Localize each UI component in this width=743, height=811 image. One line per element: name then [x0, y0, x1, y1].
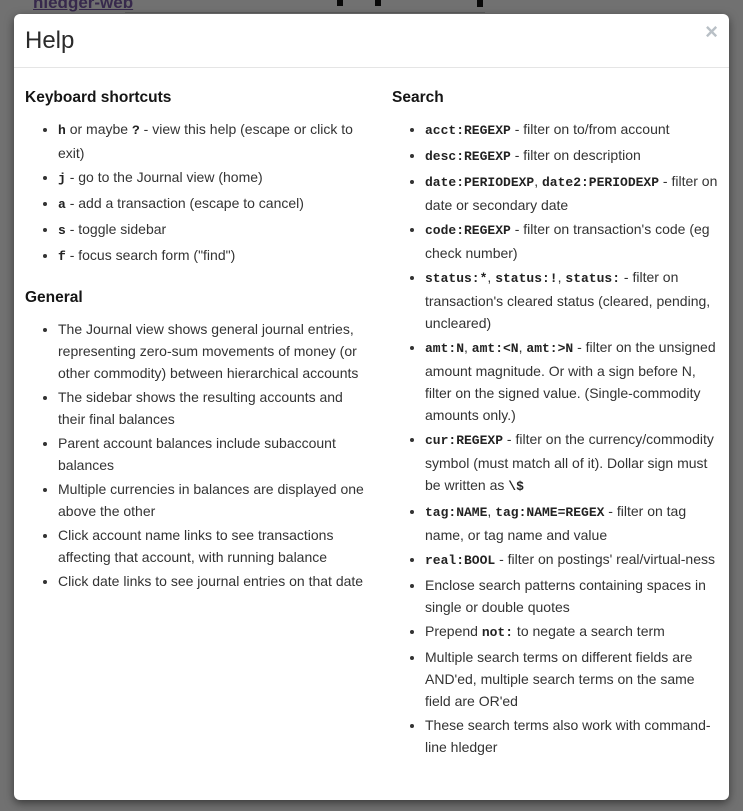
help-item: [58, 478, 369, 522]
help-item: [425, 170, 724, 216]
code-term: tag:NAME: [425, 505, 488, 520]
close-icon[interactable]: ×: [705, 19, 718, 44]
help-text: - filter on tag name, or tag name and value: [425, 503, 687, 543]
help-text: The sidebar shows the resulting accounts and their final balances: [58, 389, 343, 427]
help-item: [425, 218, 724, 264]
code-term: s: [58, 223, 66, 238]
code-term: tag:NAME=REGEX: [495, 505, 605, 520]
help-item: [58, 570, 369, 592]
help-item: [58, 524, 369, 568]
help-column-right: [377, 68, 729, 768]
help-item: [425, 574, 724, 618]
help-text: - view this help (escape or click to exit): [58, 121, 353, 161]
code-term: cur:REGEXP: [425, 433, 504, 448]
code-term: ?: [131, 123, 140, 138]
help-item: [425, 714, 724, 758]
code-term: j: [58, 171, 66, 186]
help-item: [425, 266, 724, 334]
section-heading: Keyboard shortcuts: [25, 89, 172, 106]
help-item: [58, 432, 369, 476]
help-text: ,: [557, 269, 566, 285]
code-term: desc:REGEXP: [425, 149, 511, 164]
help-item: [58, 192, 369, 216]
help-text: - filter on transaction's code (eg check number): [425, 221, 710, 261]
section-heading: General: [25, 289, 83, 306]
code-term: \$: [508, 479, 524, 494]
code-term: h: [58, 123, 66, 138]
help-text: - filter on description: [510, 147, 641, 163]
code-term: real:BOOL: [425, 553, 496, 568]
help-text: - filter on to/from account: [510, 121, 670, 137]
code-term: status:!: [495, 271, 558, 286]
help-text: Click account name links to see transactions affecting that account, with running balance: [58, 527, 334, 565]
help-text: Multiple search terms on different fields are AND'ed, multiple search terms on the same field are OR'ed: [425, 649, 695, 709]
code-term: f: [58, 249, 66, 264]
code-term: date2:PERIODEXP: [542, 175, 660, 190]
help-text: The Journal view shows general journal entries, representing zero-sum movements of money (or other commodity) between hierarchical accounts: [58, 321, 359, 381]
help-text: or maybe: [65, 121, 132, 137]
code-term: acct:REGEXP: [425, 123, 511, 138]
help-item: [58, 166, 369, 190]
help-list: [25, 318, 369, 592]
help-item: [58, 118, 369, 164]
help-text: ,: [534, 173, 542, 189]
help-item: [425, 620, 724, 644]
help-item: [425, 144, 724, 168]
help-text: - focus search form ("find"): [65, 247, 236, 263]
help-item: [425, 428, 724, 498]
code-term: amt:<N: [471, 341, 519, 356]
help-text: Enclose search patterns containing spaces in single or double quotes: [425, 577, 706, 615]
help-text: - filter on postings' real/virtual-ness: [495, 551, 715, 567]
help-text: Prepend: [425, 623, 482, 639]
help-text: ,: [518, 339, 527, 355]
help-item: [425, 336, 724, 426]
code-term: date:PERIODEXP: [425, 175, 535, 190]
help-item: [58, 244, 369, 268]
help-text: ,: [464, 339, 472, 355]
help-text: - filter on the unsigned amount magnitude. Or with a sign before N, filter on the signed value. (Single-commodity amounts only.): [425, 339, 716, 423]
help-item: [58, 386, 369, 430]
help-list: [25, 118, 369, 268]
help-text: ,: [487, 503, 496, 519]
code-term: not:: [481, 625, 514, 640]
help-text: - filter on date or secondary date: [425, 173, 718, 213]
help-modal: [14, 14, 729, 800]
help-item: [58, 318, 369, 384]
modal-title: Help: [25, 27, 75, 54]
section-heading: Search: [392, 89, 444, 106]
help-text: Parent account balances include subaccount balances: [58, 435, 336, 473]
help-list: [392, 118, 724, 758]
help-text: - filter on transaction's cleared status (cleared, pending, uncleared): [425, 269, 711, 331]
code-term: status:: [565, 271, 621, 286]
help-text: ,: [487, 269, 496, 285]
code-term: a: [58, 197, 66, 212]
code-term: amt:>N: [526, 341, 574, 356]
code-term: status:*: [425, 271, 488, 286]
code-term: amt:N: [425, 341, 465, 356]
help-item: [425, 118, 724, 142]
help-text: - add a transaction (escape to cancel): [65, 195, 304, 211]
help-item: [425, 548, 724, 572]
help-item: [425, 500, 724, 546]
help-text: Multiple currencies in balances are displayed one above the other: [58, 481, 364, 519]
help-column-left: [14, 68, 377, 768]
help-text: - go to the Journal view (home): [65, 169, 263, 185]
help-text: to negate a search term: [513, 623, 665, 639]
modal-body: [14, 68, 729, 798]
help-text: These search terms also work with command-line hledger: [425, 717, 711, 755]
help-text: - filter on the currency/commodity symbol (must match all of it). Dollar sign must be written as: [425, 431, 714, 493]
help-text: Click date links to see journal entries on that date: [58, 573, 364, 589]
modal-header: [14, 14, 729, 68]
help-text: - toggle sidebar: [65, 221, 167, 237]
help-item: [58, 218, 369, 242]
code-term: code:REGEXP: [425, 223, 511, 238]
help-item: [425, 646, 724, 712]
